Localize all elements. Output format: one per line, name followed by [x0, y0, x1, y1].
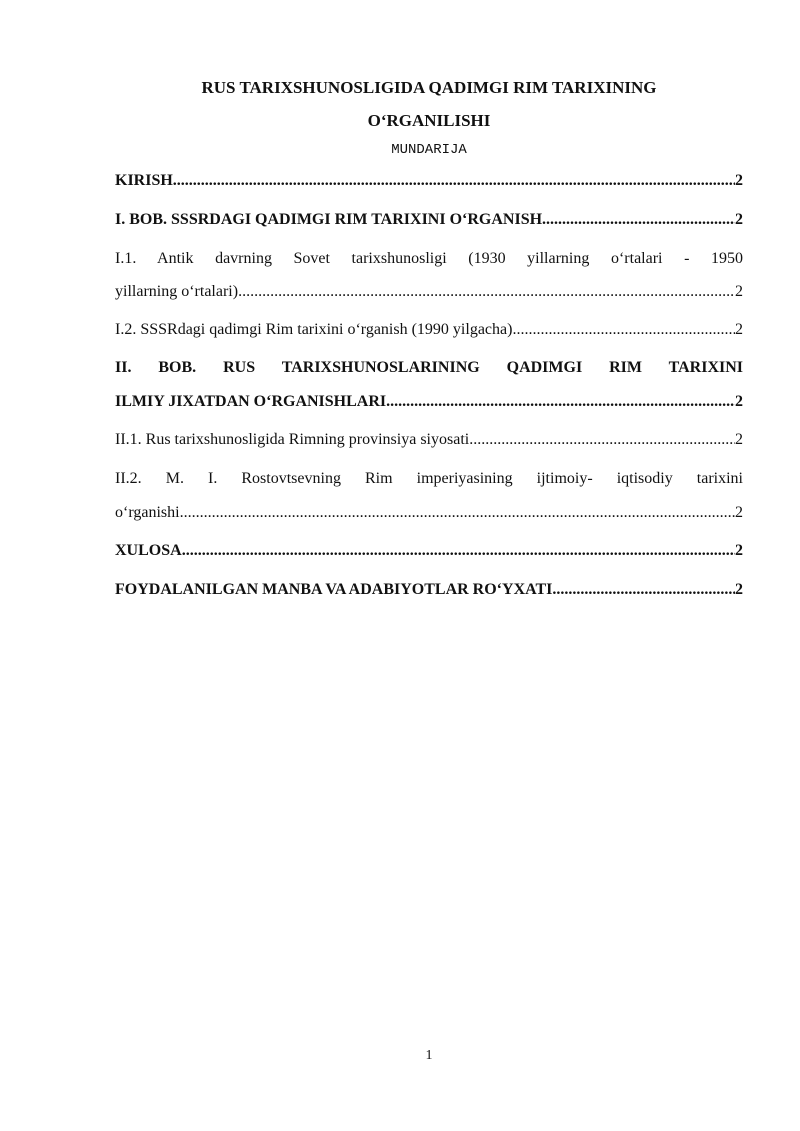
toc-leader-dots: [542, 210, 735, 230]
toc-entry-section-1-1-line-2[interactable]: [115, 282, 743, 302]
toc-entry-xulosa[interactable]: [115, 541, 743, 561]
toc-entry-section-2-2-line-2[interactable]: [115, 503, 743, 523]
toc-page-number: 2: [735, 321, 743, 338]
toc-entry-label: I.2. SSSRdagi qadimgi Rim tarixini o‘rganish (1990 yilgacha): [115, 321, 513, 338]
toc-page-number: 2: [735, 283, 743, 300]
toc-page-number: 2: [735, 211, 743, 228]
toc-page-number: 2: [735, 542, 743, 559]
toc-entry-label: II.1. Rus tarixshunosligida Rimning provinsiya siyosati: [115, 431, 470, 448]
toc-leader-dots: [182, 541, 735, 561]
toc-page-number: 2: [735, 431, 743, 448]
document-title-line-2: O‘RGANILISHI: [367, 111, 491, 130]
toc-page-number: 2: [735, 393, 743, 410]
page-number: 1: [425, 1048, 433, 1063]
toc-leader-dots: [238, 282, 735, 302]
toc-entry-chapter-2-line-2[interactable]: [115, 392, 743, 412]
toc-entry-label: FOYDALANILGAN MANBA VA ADABIYOTLAR RO‘YXATI: [115, 581, 553, 598]
document-title-line-1: RUS TARIXSHUNOSLIGIDA QADIMGI RIM TARIXINING: [201, 78, 657, 97]
toc-entry-kirish[interactable]: [115, 171, 743, 191]
toc-entry-label: I. BOB. SSSRDAGI QADIMGI RIM TARIXINI O‘RGANISH: [115, 211, 543, 228]
toc-entry-label: I.1. Antik davrning Sovet tarixshunosligi (1930 yillarning o‘rtalari - 1950: [115, 250, 743, 267]
toc-leader-dots: [512, 320, 735, 340]
toc-page-number: 2: [735, 581, 743, 598]
toc-leader-dots: [386, 392, 735, 412]
toc-entry-section-1-2[interactable]: [115, 320, 743, 340]
toc-entry-section-1-1-line-1[interactable]: [115, 249, 743, 269]
toc-entry-label: KIRISH: [115, 172, 173, 189]
toc-entry-label: II. BOB. RUS TARIXSHUNOSLARINING QADIMGI RIM TARIXINI: [115, 359, 743, 376]
toc-entry-section-2-1[interactable]: [115, 430, 743, 450]
toc-entry-label: yillarning o‘rtalari): [115, 283, 239, 300]
toc-leader-dots: [173, 171, 735, 191]
toc-leader-dots: [469, 430, 735, 450]
toc-entry-label: II.2. M. I. Rostovtsevning Rim imperiyasining ijtimoiy- iqtisodiy tarixini: [115, 470, 743, 487]
toc-entry-chapter-2-line-1[interactable]: [115, 358, 743, 378]
toc-heading: MUNDARIJA: [391, 142, 467, 158]
toc-entry-label: XULOSA: [115, 542, 182, 559]
toc-leader-dots: [552, 580, 735, 600]
toc-entry-bibliography[interactable]: [115, 580, 743, 600]
toc-entry-section-2-2-line-1[interactable]: [115, 469, 743, 489]
toc-page-number: 2: [735, 504, 743, 521]
toc-entry-label: o‘rganishi: [115, 504, 180, 521]
toc-entry-label: ILMIY JIXATDAN O‘RGANISHLARI: [115, 393, 387, 410]
toc-leader-dots: [180, 503, 735, 523]
toc-entry-chapter-1[interactable]: [115, 210, 743, 230]
toc-page-number: 2: [735, 172, 743, 189]
